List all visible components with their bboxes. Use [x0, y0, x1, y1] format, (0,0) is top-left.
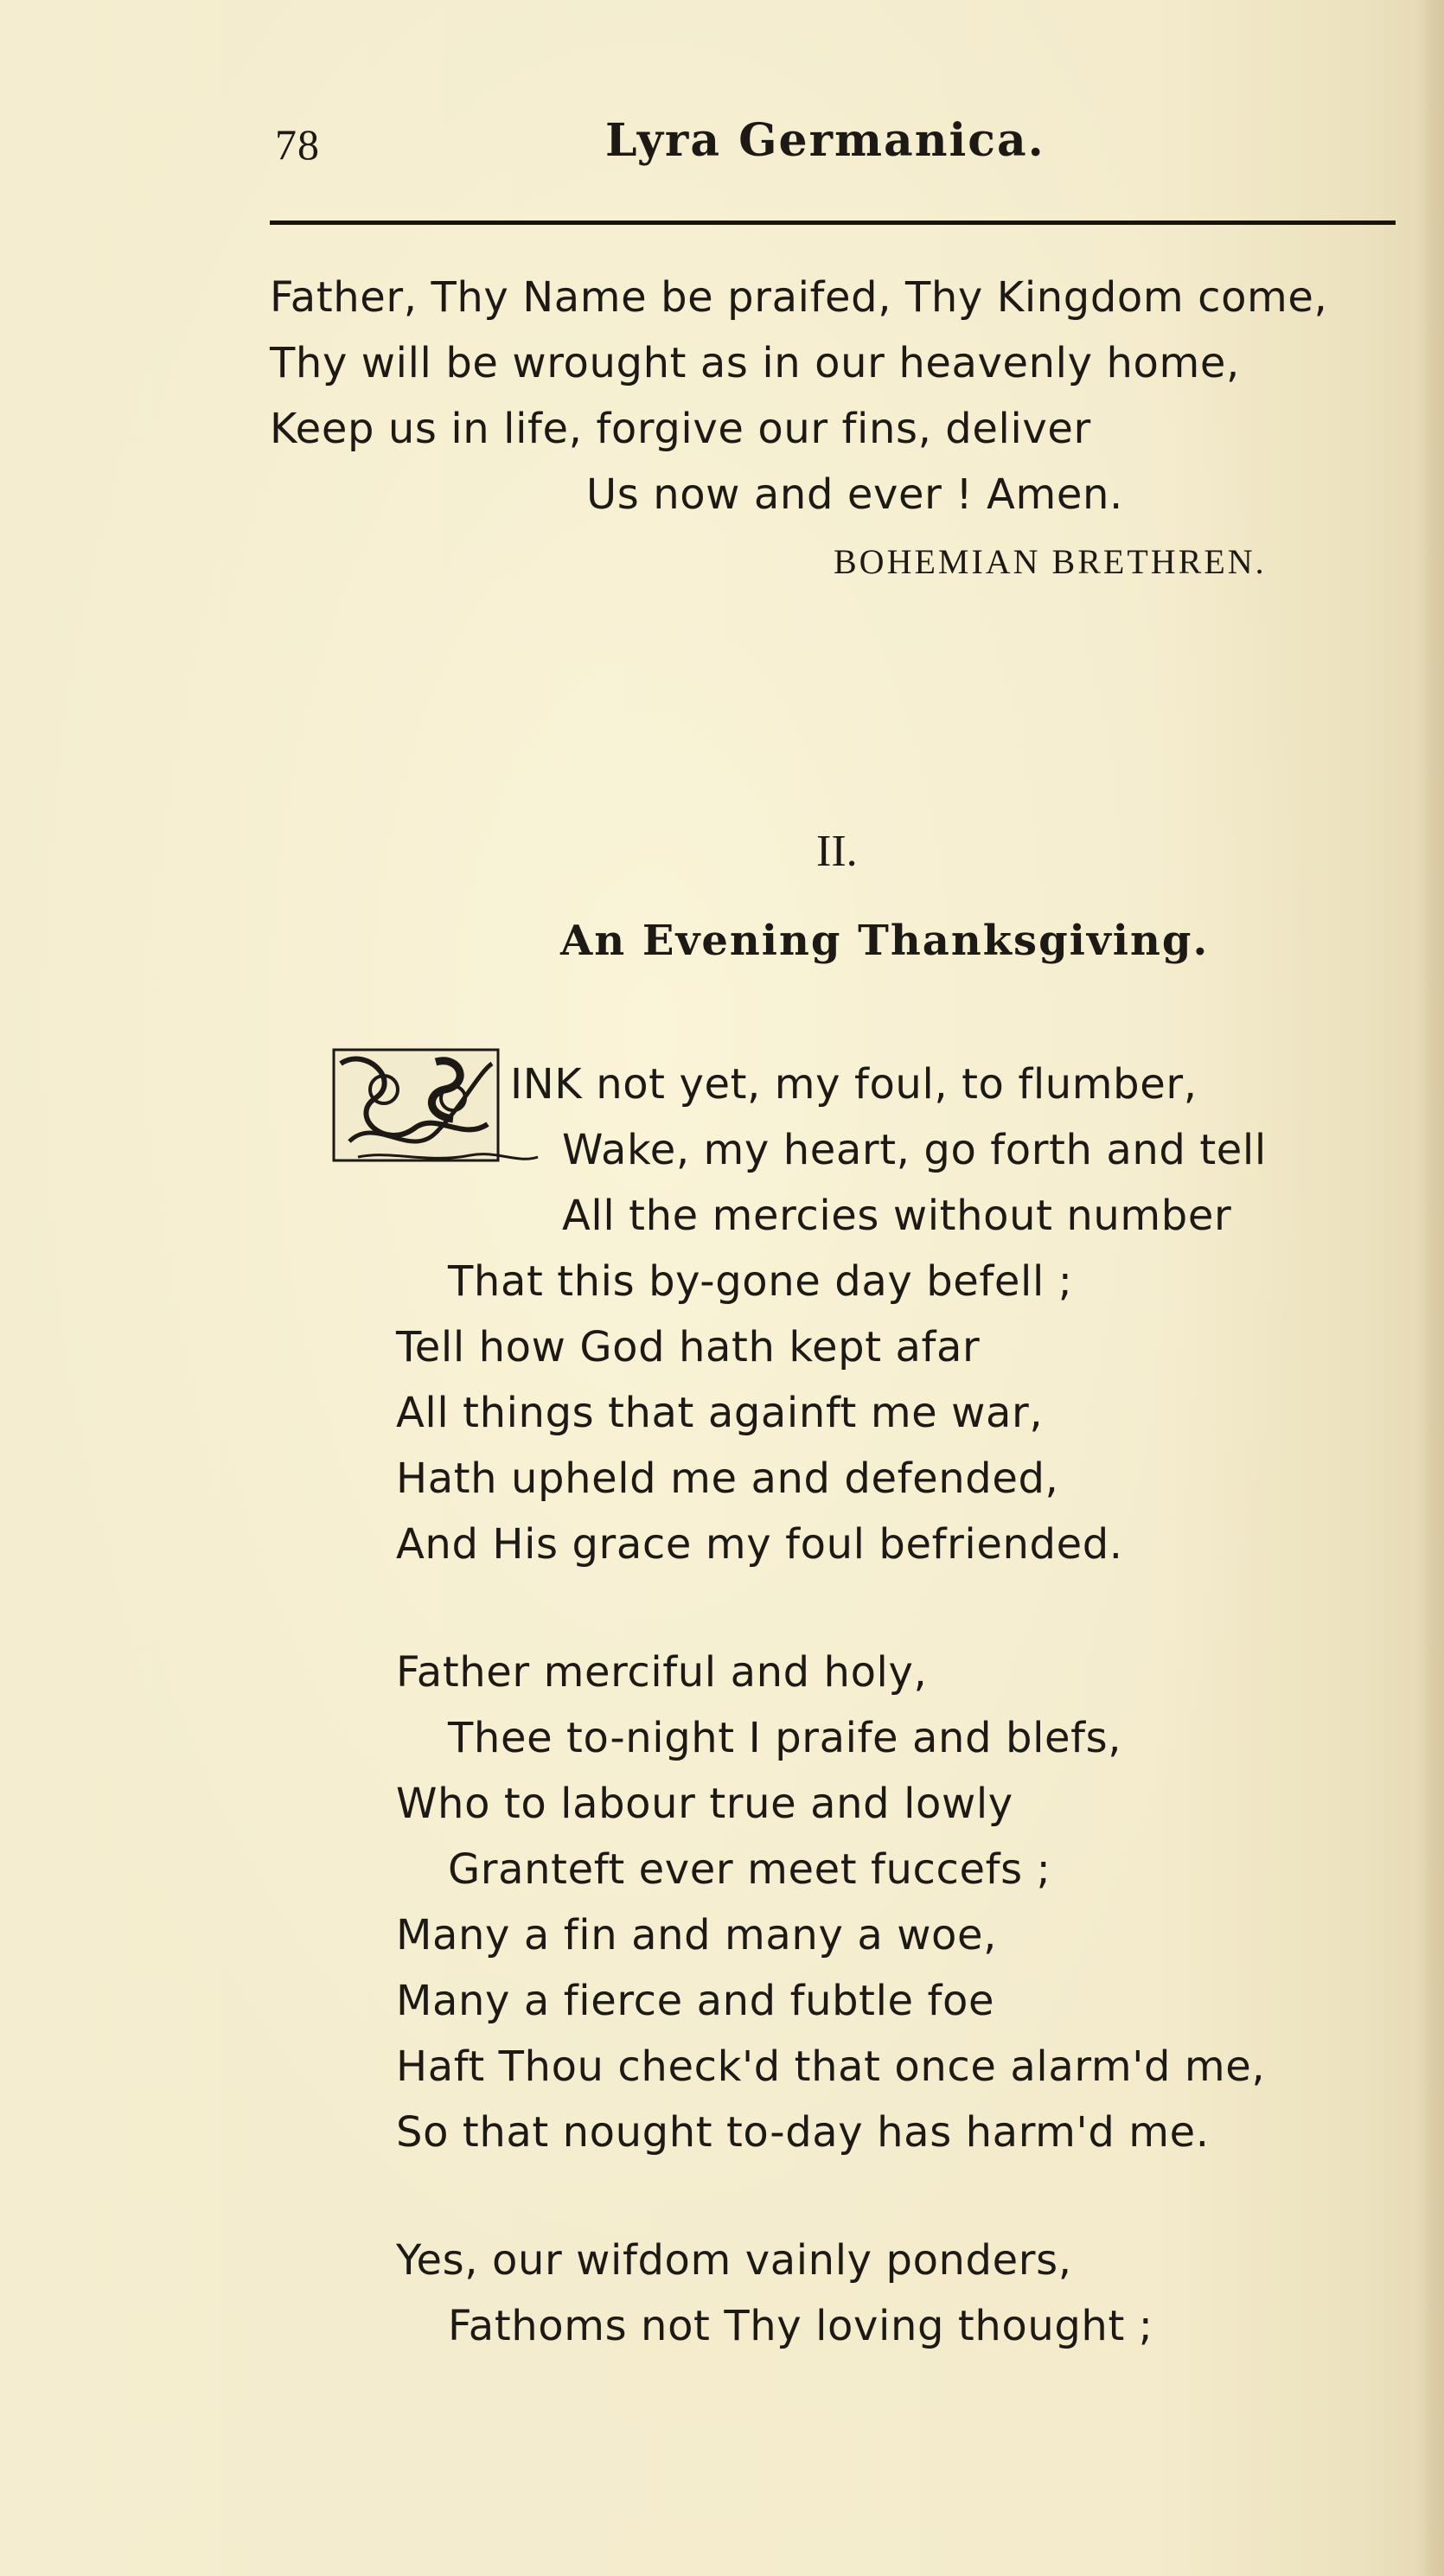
- running-title: Lyra Germanica.: [605, 114, 1045, 167]
- verse-line: That this by-gone day befell ;: [448, 1257, 1073, 1306]
- verse-line: Who to labour true and lowly: [396, 1780, 1013, 1828]
- poem-title: An Evening Thanksgiving.: [560, 917, 1210, 965]
- page-edge-shadow: [1418, 0, 1444, 2576]
- verse-line: Thy will be wrought as in our heavenly home,: [270, 339, 1240, 387]
- verse-line: Father, Thy Name be praifed, Thy Kingdom come,: [270, 273, 1328, 322]
- verse-line: Father merciful and holy,: [396, 1648, 928, 1697]
- verse-line: Many a fin and many a woe,: [396, 1911, 998, 1959]
- verse-line: Hath upheld me and defended,: [396, 1454, 1059, 1503]
- verse-line: So that nought to-day has harm'd me.: [396, 2108, 1210, 2157]
- verse-line: Yes, our wifdom vainly ponders,: [396, 2236, 1072, 2285]
- header-rule: [270, 221, 1396, 225]
- verse-line: Haft Thou check'd that once alarm'd me,: [396, 2042, 1266, 2091]
- verse-line: Wake, my heart, go forth and tell: [562, 1126, 1267, 1174]
- verse-line: Us now and ever ! Amen.: [586, 470, 1123, 519]
- verse-line: Fathoms not Thy loving thought ;: [448, 2302, 1153, 2350]
- running-header: [0, 114, 1444, 180]
- ornamental-drop-cap: [332, 1046, 540, 1167]
- verse-line: Thee to-night I praife and blefs,: [448, 1714, 1122, 1762]
- section-numeral: II.: [816, 827, 858, 876]
- verse-line: All the mercies without number: [562, 1192, 1232, 1240]
- verse-line: Many a fierce and fubtle foe: [396, 1977, 995, 2025]
- verse-line: Granteft ever meet fuccefs ;: [448, 1845, 1051, 1894]
- page-number: 78: [275, 120, 320, 169]
- verse-line: INK not yet, my foul, to flumber,: [510, 1060, 1198, 1109]
- verse-line: Keep us in life, forgive our fins, deliver: [270, 405, 1091, 453]
- verse-line: All things that againft me war,: [396, 1389, 1044, 1437]
- verse-line: Tell how God hath kept afar: [396, 1323, 981, 1371]
- verse-line: And His grace my foul befriended.: [396, 1520, 1123, 1569]
- attribution: BOHEMIAN BRETHREN.: [834, 542, 1267, 581]
